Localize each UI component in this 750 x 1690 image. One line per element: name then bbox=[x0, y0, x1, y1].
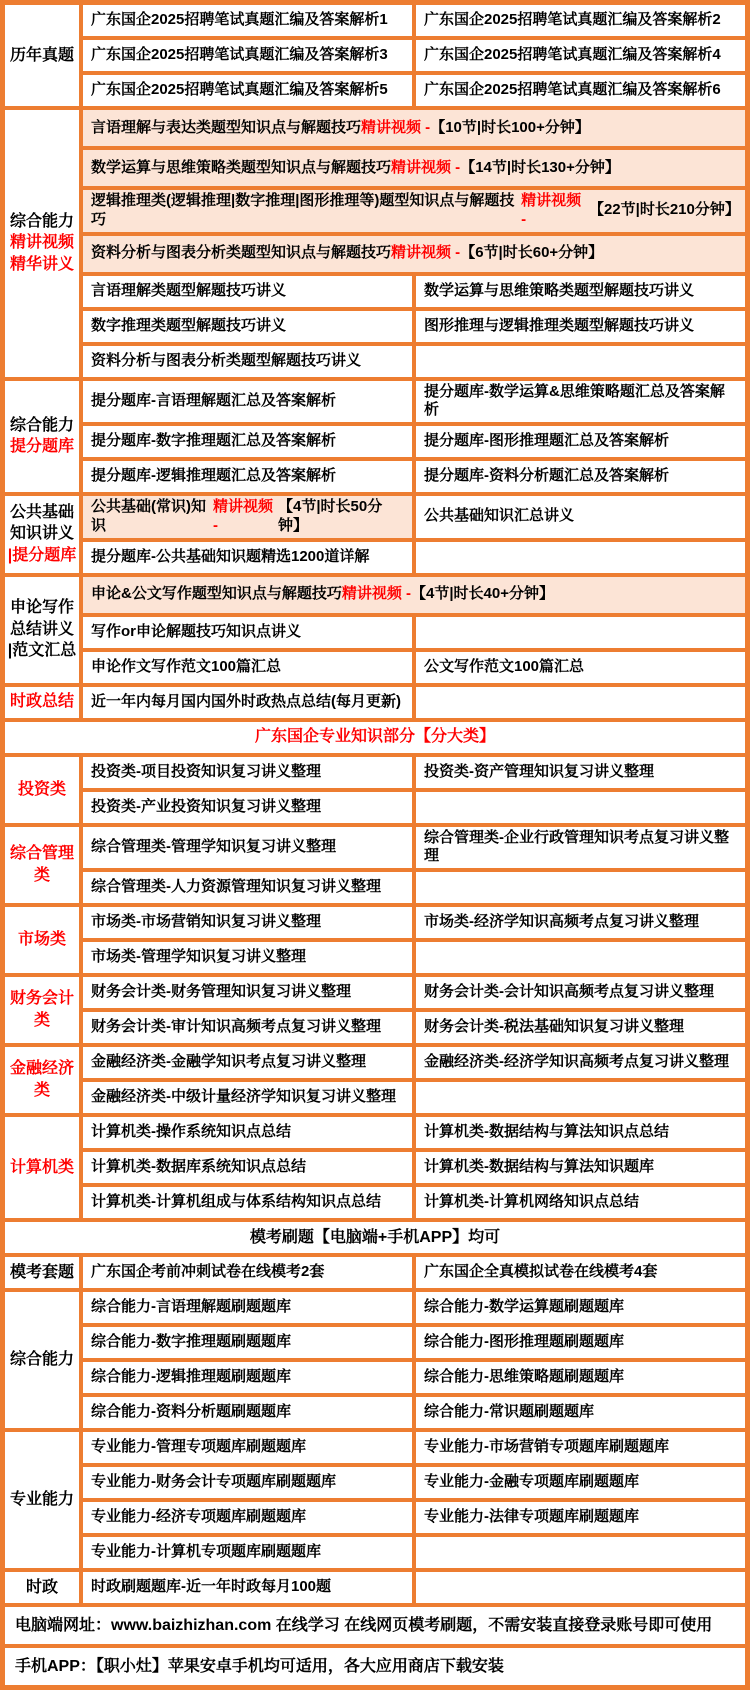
video-duration: 【4节|时长40+分钟】 bbox=[411, 585, 554, 603]
table-cell: 综合能力-数字推理题刷题题库 bbox=[83, 1327, 412, 1358]
writing-rows bbox=[83, 617, 745, 683]
section-shizheng-quiz bbox=[5, 1572, 745, 1603]
table-cell: 市场类-管理学知识复习讲义整理 bbox=[83, 942, 412, 973]
section-label-public-basic bbox=[5, 496, 79, 573]
section-header-mock bbox=[5, 1222, 745, 1253]
video-course-cell bbox=[83, 577, 745, 613]
section-pro-quiz bbox=[5, 1432, 745, 1568]
table-cell: 提分题库-言语理解题汇总及答案解析 bbox=[83, 381, 412, 423]
section-rows bbox=[83, 110, 745, 377]
section-rows bbox=[83, 1432, 745, 1568]
video-highlight: 精讲视频 - bbox=[391, 244, 461, 262]
table-cell bbox=[416, 346, 745, 377]
table-cell: 计算机类-计算机网络知识点总结 bbox=[416, 1187, 745, 1218]
table-row bbox=[83, 40, 745, 71]
section-label-ability-quiz bbox=[5, 1292, 79, 1428]
section-finance-econ bbox=[5, 1047, 745, 1113]
label-text-red: |提分题库 bbox=[7, 547, 77, 565]
table-cell: 广东国企全真模拟试卷在线模考4套 bbox=[416, 1257, 745, 1288]
table-row bbox=[83, 236, 745, 272]
video-highlight: 精讲视频 - bbox=[521, 192, 582, 228]
section-shenlun bbox=[5, 577, 745, 683]
video-title: 公共基础(常识)知识 bbox=[91, 498, 206, 534]
table-row bbox=[83, 942, 745, 973]
section-rows bbox=[83, 977, 745, 1043]
table-row bbox=[83, 1467, 745, 1498]
table-cell: 金融经济类-中级计量经济学知识复习讲义整理 bbox=[83, 1082, 412, 1113]
table-row bbox=[83, 426, 745, 457]
table-cell: 数字推理类题型解题技巧讲义 bbox=[83, 311, 412, 342]
table-cell: 财务会计类-财务管理知识复习讲义整理 bbox=[83, 977, 412, 1008]
table-row bbox=[83, 75, 745, 106]
table-row bbox=[83, 1362, 745, 1393]
table-row bbox=[83, 311, 745, 342]
section-label-mock-sets bbox=[5, 1257, 79, 1288]
table-cell: 广东国企考前冲刺试卷在线模考2套 bbox=[83, 1257, 412, 1288]
table-cell: 综合能力-图形推理题刷题题库 bbox=[416, 1327, 745, 1358]
header-cell bbox=[5, 1222, 745, 1253]
table-cell: 市场类-市场营销知识复习讲义整理 bbox=[83, 907, 412, 938]
table-cell: 提分题库-资料分析题汇总及答案解析 bbox=[416, 461, 745, 492]
table-row bbox=[83, 577, 745, 613]
section-ability-video bbox=[5, 110, 745, 377]
label-text-red: 时政总结 bbox=[9, 693, 74, 711]
footer-mobile-app-row bbox=[5, 1648, 745, 1685]
table-row bbox=[83, 652, 745, 683]
section-rows bbox=[83, 687, 745, 718]
section-management bbox=[5, 827, 745, 904]
table-cell: 投资类-资产管理知识复习讲义整理 bbox=[416, 757, 745, 788]
table-cell: 写作or申论解题技巧知识点讲义 bbox=[83, 617, 412, 648]
section-ability-tiku bbox=[5, 381, 745, 493]
table-row bbox=[83, 150, 745, 186]
table-row bbox=[83, 542, 745, 573]
table-cell: 资料分析与图表分析类题型解题技巧讲义 bbox=[83, 346, 412, 377]
table-cell: 综合能力-数学运算题刷题题库 bbox=[416, 1292, 745, 1323]
table-cell bbox=[416, 942, 745, 973]
table-cell: 财务会计类-审计知识高频考点复习讲义整理 bbox=[83, 1012, 412, 1043]
label-text-red: 金融经济类 bbox=[9, 1060, 74, 1099]
section-rows bbox=[83, 381, 745, 493]
video-duration: 【22节|时长210分钟】 bbox=[588, 201, 740, 219]
section-shizheng-summary bbox=[5, 687, 745, 718]
video-duration: 【14节|时长130+分钟】 bbox=[460, 158, 620, 176]
label-text: 综合能力 bbox=[9, 1351, 74, 1369]
section-mock-sets bbox=[5, 1257, 745, 1288]
label-text-red: 综合管理类 bbox=[9, 845, 74, 884]
video-duration: 【4节|时长50分钟】 bbox=[277, 498, 383, 534]
table-cell bbox=[416, 1572, 745, 1603]
video-course-cell bbox=[83, 236, 745, 272]
table-cell: 计算机类-操作系统知识点总结 bbox=[83, 1117, 412, 1148]
label-text: 综合能力 bbox=[9, 212, 74, 230]
table-cell: 提分题库-数字推理题汇总及答案解析 bbox=[83, 426, 412, 457]
table-cell: 综合管理类-人力资源管理知识复习讲义整理 bbox=[83, 872, 412, 903]
table-row bbox=[83, 617, 745, 648]
table-row bbox=[83, 1117, 745, 1148]
section-computer bbox=[5, 1117, 745, 1218]
table-cell: 专业能力-经济专项题库刷题题库 bbox=[83, 1502, 412, 1533]
table-row bbox=[83, 346, 745, 377]
video-highlight: 精讲视频 - bbox=[213, 498, 274, 534]
table-cell: 金融经济类-金融学知识考点复习讲义整理 bbox=[83, 1047, 412, 1078]
section-rows bbox=[83, 757, 745, 823]
section-rows bbox=[83, 1292, 745, 1428]
section-public-basic bbox=[5, 496, 745, 573]
label-text-red: 计算机类 bbox=[9, 1158, 74, 1176]
table-row bbox=[83, 872, 745, 903]
table-row bbox=[83, 1397, 745, 1428]
table-row bbox=[83, 827, 745, 869]
table-cell: 提分题库-公共基础知识题精选1200道详解 bbox=[83, 542, 412, 573]
table-cell: 计算机类-计算机组成与体系结构知识点总结 bbox=[83, 1187, 412, 1218]
label-text: |范文汇总 bbox=[7, 642, 77, 660]
table-cell: 投资类-项目投资知识复习讲义整理 bbox=[83, 757, 412, 788]
section-label-invest bbox=[5, 757, 79, 823]
table-row bbox=[83, 1152, 745, 1183]
tiku-rows bbox=[83, 542, 745, 573]
video-course-cell bbox=[83, 190, 745, 232]
video-title: 资料分析与图表分析类题型知识点与解题技巧 bbox=[91, 244, 392, 262]
section-rows bbox=[83, 907, 745, 973]
label-text: 公共基础 bbox=[9, 503, 74, 521]
label-text: 知识讲义 bbox=[9, 525, 74, 543]
section-label-shizheng-quiz bbox=[5, 1572, 79, 1603]
table-cell: 近一年内每月国内国外时政热点总结(每月更新) bbox=[83, 687, 412, 718]
table-cell: 计算机类-数据结构与算法知识点总结 bbox=[416, 1117, 745, 1148]
video-title: 言语理解与表达类题型知识点与解题技巧 bbox=[91, 118, 362, 136]
label-text: 专业能力 bbox=[9, 1491, 74, 1509]
table-cell: 综合管理类-企业行政管理知识考点复习讲义整理 bbox=[416, 827, 745, 869]
section-label-management bbox=[5, 827, 79, 904]
label-text-red: 精华讲义 bbox=[9, 256, 74, 274]
section-header-professional bbox=[5, 722, 745, 753]
table-cell: 专业能力-金融专项题库刷题题库 bbox=[416, 1467, 745, 1498]
table-row bbox=[83, 792, 745, 823]
video-duration: 【10节|时长100+分钟】 bbox=[430, 118, 590, 136]
section-rows bbox=[83, 496, 745, 573]
label-text-red: 市场类 bbox=[17, 931, 66, 949]
table-cell: 公文写作范文100篇汇总 bbox=[416, 652, 745, 683]
table-cell: 专业能力-法律专项题库刷题题库 bbox=[416, 1502, 745, 1533]
footer-mobile-app-text: 手机APP：【职小灶】苹果安卓手机均可适用，各大应用商店下载安装 bbox=[5, 1648, 745, 1685]
video-title: 数学运算与思维策略类题型知识点与解题技巧 bbox=[91, 158, 392, 176]
video-highlight: 精讲视频 - bbox=[361, 118, 431, 136]
table-cell: 市场类-经济学知识高频考点复习讲义整理 bbox=[416, 907, 745, 938]
table-cell: 专业能力-财务会计专项题库刷题题库 bbox=[83, 1467, 412, 1498]
table-row bbox=[83, 5, 745, 36]
label-text-red: 精讲视频 bbox=[9, 234, 74, 252]
table-cell: 广东国企2025招聘笔试真题汇编及答案解析4 bbox=[416, 40, 745, 71]
table-cell: 计算机类-数据库系统知识点总结 bbox=[83, 1152, 412, 1183]
table-cell bbox=[416, 542, 745, 573]
table-row bbox=[83, 1537, 745, 1568]
table-row bbox=[83, 461, 745, 492]
table-cell: 提分题库-图形推理题汇总及答案解析 bbox=[416, 426, 745, 457]
section-label-finance-accounting bbox=[5, 977, 79, 1043]
section-label-shizheng-summary bbox=[5, 687, 79, 718]
footer-pc-url-text: 电脑端网址：www.baizhizhan.com 在线学习 在线网页模考刷题，不需安装直接登录账号即可使用 bbox=[5, 1607, 745, 1644]
video-highlight: 精讲视频 - bbox=[341, 585, 412, 603]
table-cell bbox=[416, 687, 745, 718]
table-row bbox=[83, 1432, 745, 1463]
table-cell: 广东国企2025招聘笔试真题汇编及答案解析6 bbox=[416, 75, 745, 106]
section-rows bbox=[83, 827, 745, 904]
footer-pc-url-row bbox=[5, 1607, 745, 1644]
table-cell: 综合能力-逻辑推理题刷题题库 bbox=[83, 1362, 412, 1393]
section-label-pro-quiz bbox=[5, 1432, 79, 1568]
label-text: 总结讲义 bbox=[9, 620, 74, 638]
table-cell: 公共基础知识汇总讲义 bbox=[416, 496, 745, 538]
table-row bbox=[83, 110, 745, 146]
header-cell bbox=[5, 722, 745, 753]
table-row bbox=[83, 1187, 745, 1218]
label-text-red: 投资类 bbox=[17, 780, 66, 798]
lecture-notes-rows bbox=[83, 276, 745, 377]
label-text: 历年真题 bbox=[9, 46, 74, 64]
table-row bbox=[83, 687, 745, 718]
video-duration: 【6节|时长60+分钟】 bbox=[460, 244, 604, 262]
header-title: 广东国企专业知识部分【分大类】 bbox=[254, 728, 495, 745]
table-cell: 广东国企2025招聘笔试真题汇编及答案解析1 bbox=[83, 5, 412, 36]
table-cell: 提分题库-逻辑推理题汇总及答案解析 bbox=[83, 461, 412, 492]
table-row bbox=[83, 907, 745, 938]
table-cell: 时政刷题题库-近一年时政每月100题 bbox=[83, 1572, 412, 1603]
table-row bbox=[83, 1327, 745, 1358]
table-cell: 综合能力-常识题刷题题库 bbox=[416, 1397, 745, 1428]
table-cell: 专业能力-计算机专项题库刷题题库 bbox=[83, 1537, 412, 1568]
video-course-cell bbox=[83, 110, 745, 146]
section-label-ability-tiku bbox=[5, 381, 79, 493]
table-row bbox=[83, 1292, 745, 1323]
table-cell: 图形推理与逻辑推理类题型解题技巧讲义 bbox=[416, 311, 745, 342]
table-row bbox=[83, 496, 745, 538]
table-row bbox=[83, 757, 745, 788]
table-row bbox=[83, 276, 745, 307]
table-cell: 言语理解类题型解题技巧讲义 bbox=[83, 276, 412, 307]
section-rows bbox=[83, 1117, 745, 1218]
table-row bbox=[83, 1047, 745, 1078]
table-row bbox=[83, 1082, 745, 1113]
section-rows bbox=[83, 1257, 745, 1288]
table-cell: 广东国企2025招聘笔试真题汇编及答案解析3 bbox=[83, 40, 412, 71]
table-row bbox=[83, 1012, 745, 1043]
table-cell: 金融经济类-经济学知识高频考点复习讲义整理 bbox=[416, 1047, 745, 1078]
table-row bbox=[83, 1502, 745, 1533]
section-ability-quiz bbox=[5, 1292, 745, 1428]
table-cell bbox=[416, 617, 745, 648]
table-row bbox=[83, 977, 745, 1008]
table-cell: 综合能力-资料分析题刷题题库 bbox=[83, 1397, 412, 1428]
table-cell: 财务会计类-税法基础知识复习讲义整理 bbox=[416, 1012, 745, 1043]
label-text-red: 提分题库 bbox=[9, 438, 74, 456]
header-title: 模考刷题【电脑端+手机APP】均可 bbox=[249, 1228, 501, 1246]
label-text-red: 财务会计类 bbox=[9, 990, 74, 1029]
video-highlight: 精讲视频 - bbox=[391, 158, 461, 176]
label-text: 综合能力 bbox=[9, 416, 74, 434]
section-past-exams bbox=[5, 5, 745, 106]
video-course-cell bbox=[83, 150, 745, 186]
table-row bbox=[83, 1257, 745, 1288]
section-label-ability-video bbox=[5, 110, 79, 377]
label-text: 模考套题 bbox=[9, 1263, 74, 1281]
table-row bbox=[83, 381, 745, 423]
section-label-computer bbox=[5, 1117, 79, 1218]
section-rows bbox=[83, 5, 745, 106]
section-market bbox=[5, 907, 745, 973]
section-label-shenlun bbox=[5, 577, 79, 683]
table-cell bbox=[416, 872, 745, 903]
table-cell: 提分题库-数学运算&思维策略题汇总及答案解析 bbox=[416, 381, 745, 423]
video-title: 逻辑推理类(逻辑推理|数字推理|图形推理等)题型知识点与解题技巧 bbox=[91, 192, 515, 228]
section-rows bbox=[83, 1572, 745, 1603]
table-cell bbox=[416, 1082, 745, 1113]
section-finance-accounting bbox=[5, 977, 745, 1043]
table-cell: 广东国企2025招聘笔试真题汇编及答案解析5 bbox=[83, 75, 412, 106]
table-cell: 财务会计类-会计知识高频考点复习讲义整理 bbox=[416, 977, 745, 1008]
table-cell: 数学运算与思维策略类题型解题技巧讲义 bbox=[416, 276, 745, 307]
table-cell: 综合能力-思维策略题刷题题库 bbox=[416, 1362, 745, 1393]
section-label-market bbox=[5, 907, 79, 973]
table-cell: 综合管理类-管理学知识复习讲义整理 bbox=[83, 827, 412, 869]
table-cell: 综合能力-言语理解题刷题题库 bbox=[83, 1292, 412, 1323]
video-course-cell bbox=[83, 496, 412, 538]
table-cell bbox=[416, 1537, 745, 1568]
table-cell: 计算机类-数据结构与算法知识题库 bbox=[416, 1152, 745, 1183]
section-invest bbox=[5, 757, 745, 823]
table-row bbox=[83, 190, 745, 232]
section-label-past-exams bbox=[5, 5, 79, 106]
section-label-finance-econ bbox=[5, 1047, 79, 1113]
table-cell bbox=[416, 792, 745, 823]
section-rows bbox=[83, 577, 745, 683]
table-cell: 申论作文写作范文100篇汇总 bbox=[83, 652, 412, 683]
table-cell: 广东国企2025招聘笔试真题汇编及答案解析2 bbox=[416, 5, 745, 36]
table-row bbox=[83, 1572, 745, 1603]
table-cell: 投资类-产业投资知识复习讲义整理 bbox=[83, 792, 412, 823]
video-title: 申论&公文写作题型知识点与解题技巧 bbox=[91, 585, 342, 603]
label-text: 时政 bbox=[25, 1578, 58, 1596]
label-text: 申论写作 bbox=[9, 599, 74, 617]
table-cell: 专业能力-市场营销专项题库刷题题库 bbox=[416, 1432, 745, 1463]
table-cell: 专业能力-管理专项题库刷题题库 bbox=[83, 1432, 412, 1463]
section-rows bbox=[83, 1047, 745, 1113]
